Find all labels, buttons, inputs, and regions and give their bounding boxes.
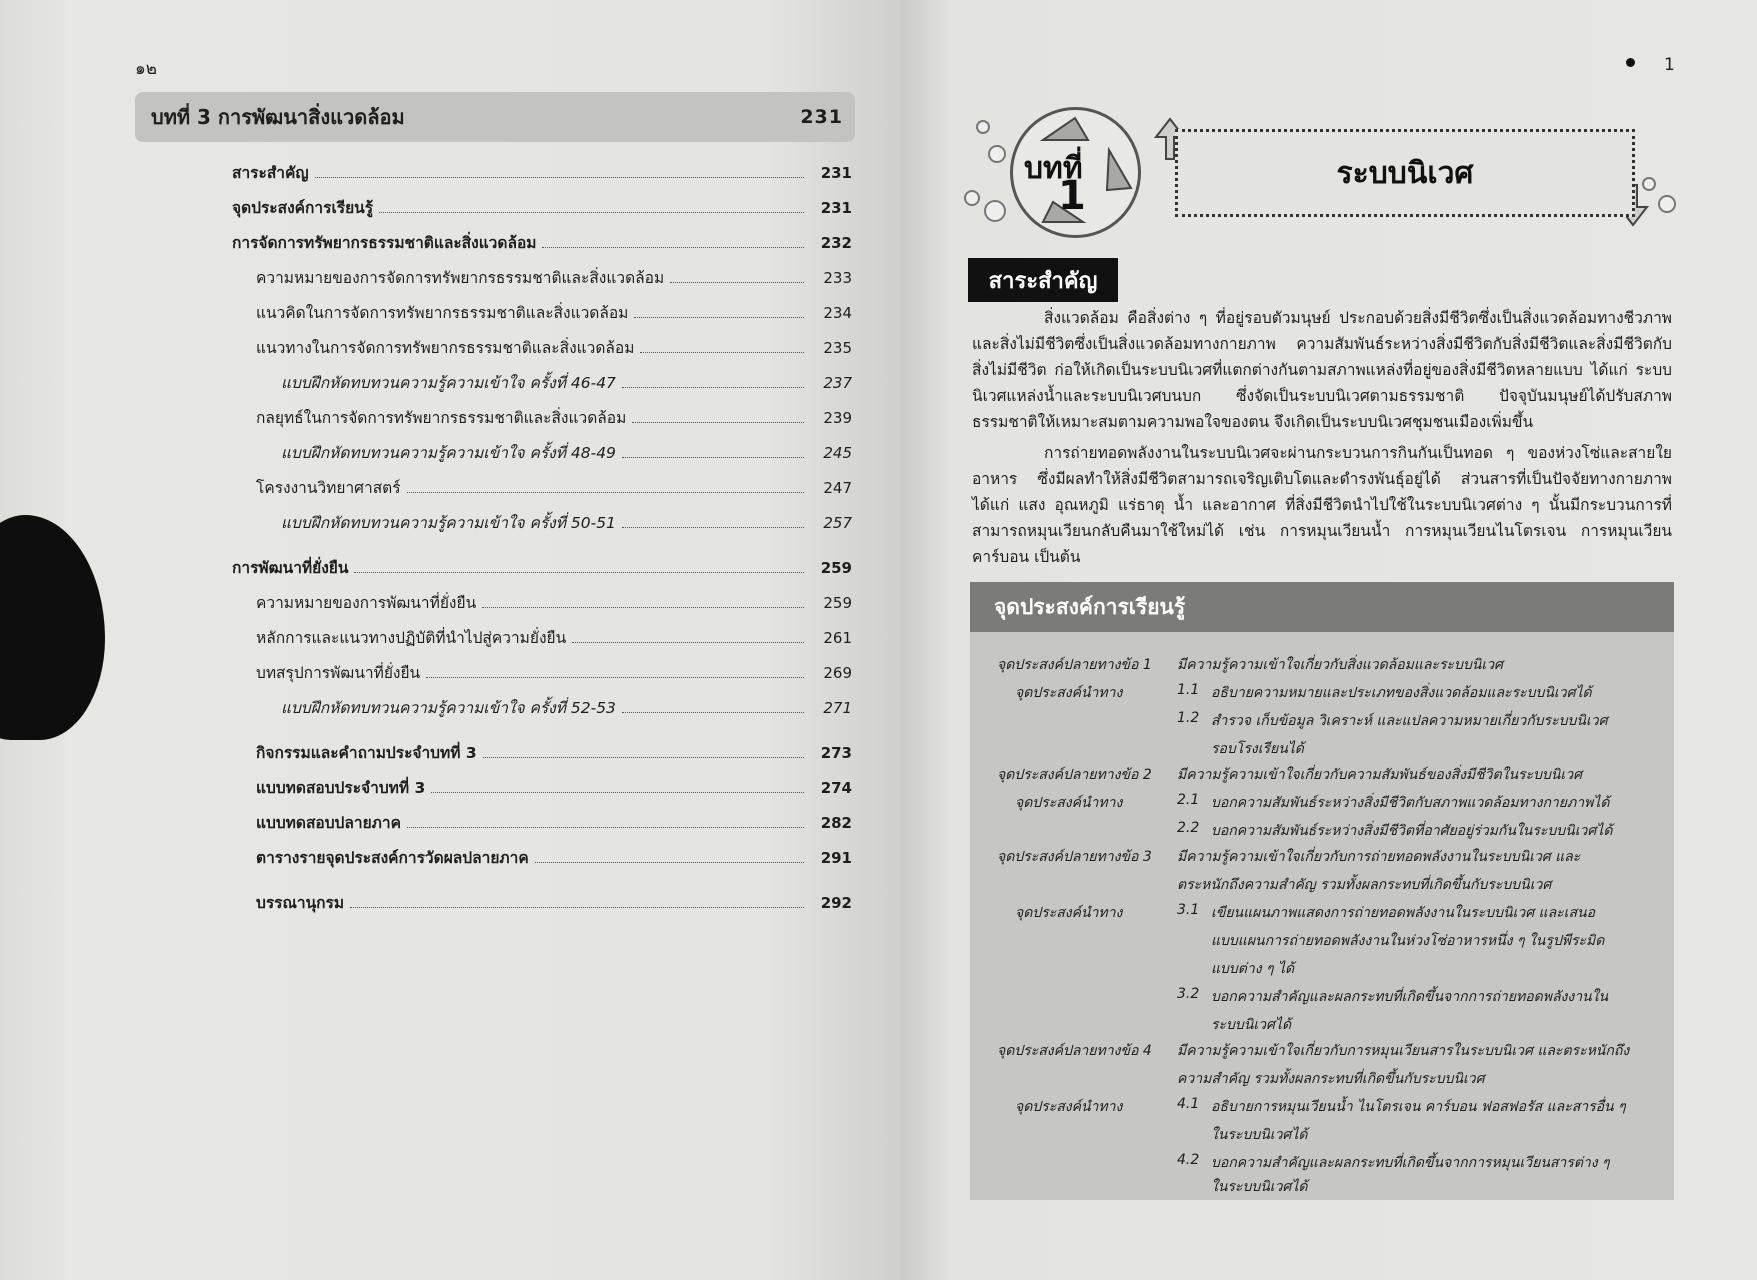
objective-text: อธิบายการหมุนเวียนน้ำ ไนโตรเจน คาร์บอน ฟอสฟอรัส และสารอื่น ๆ [1211,1099,1626,1115]
objective-text: ระบบนิเวศได้ [1211,1017,1292,1033]
toc-entry: แบบฝึกหัดทบทวนความรู้ความเข้าใจ ครั้งที่ 48-49 245 [281,444,852,462]
toc-chapter-bar [135,92,855,142]
toc-entry: ความหมายของการพัฒนาที่ยั่งยืน 259 [256,594,852,612]
chapter-header [970,95,1675,235]
terminal-objective-label: จุดประสงค์ปลายทางข้อ 2 [997,767,1152,783]
objective-text: เขียนแผนภาพแสดงการถ่ายทอดพลังงานในระบบนิเวศ และเสนอ [1211,905,1595,921]
toc-entry: บรรณานุกรม 292 [256,894,852,912]
objective-text: มีความรู้ความเข้าใจเกี่ยวกับการหมุนเวียนสารในระบบนิเวศ และตระหนักถึง [1177,1043,1630,1059]
toc-entry: แนวคิดในการจัดการทรัพยากรธรรมชาติและสิ่งแวดล้อม 234 [256,304,852,322]
key-concept-heading: สาระสำคัญ [968,258,1118,302]
objective-number: 3.2 [1177,986,1200,1002]
terminal-objective-label: จุดประสงค์ปลายทางข้อ 4 [997,1043,1152,1059]
objective-number: 2.2 [1177,820,1200,836]
toc-entry: การจัดการทรัพยากรธรรมชาติและสิ่งแวดล้อม 232 [232,234,852,252]
toc-entry: แบบทดสอบปลายภาค 282 [256,814,852,832]
toc-entry: โครงงานวิทยาศาสตร์ 247 [256,479,852,497]
objective-number: 4.2 [1177,1152,1200,1168]
toc-entry: แบบทดสอบประจำบทที่ 3 274 [256,779,852,797]
toc-entry: หลักการและแนวทางปฏิบัติที่นำไปสู่ความยั่งยืน 261 [256,629,852,647]
toc-entry: สาระสำคัญ 231 [232,164,852,182]
toc-entry: แนวทางในการจัดการทรัพยากรธรรมชาติและสิ่งแวดล้อม 235 [256,339,852,357]
objective-number: 2.1 [1177,792,1200,808]
left-page-number: ๑๒ [135,59,157,79]
toc-entry: แบบฝึกหัดทบทวนความรู้ความเข้าใจ ครั้งที่ 46-47 237 [281,374,852,392]
objective-text: มีความรู้ความเข้าใจเกี่ยวกับการถ่ายทอดพลังงานในระบบนิเวศ และ [1177,849,1581,865]
enabling-objective-label: จุดประสงค์นำทาง [1015,1099,1123,1115]
objective-text: บอกความสัมพันธ์ระหว่างสิ่งมีชีวิตกับสภาพแวดล้อมทางกายภาพได้ [1211,795,1610,811]
toc-entry: ตารางรายจุดประสงค์การวัดผลปลายภาค 291 [256,849,852,867]
toc-entry: กิจกรรมและคำถามประจำบทที่ 3 273 [256,744,852,762]
objective-text: แบบแผนการถ่ายทอดพลังงานในห่วงโซ่อาหารหนึ่ง ๆ ในรูปพีระมิด [1211,933,1605,949]
toc-entry: กลยุทธ์ในการจัดการทรัพยากรธรรมชาติและสิ่งแวดล้อม 239 [256,409,852,427]
objective-number: 1.1 [1177,682,1200,698]
toc-entry: ความหมายของการจัดการทรัพยากรธรรมชาติและสิ่งแวดล้อม 233 [256,269,852,287]
objective-text: มีความรู้ความเข้าใจเกี่ยวกับความสัมพันธ์ของสิ่งมีชีวิตในระบบนิเวศ [1177,767,1582,783]
objective-number: 4.1 [1177,1096,1200,1112]
key-concept-paragraph: สิ่งแวดล้อม คือสิ่งต่าง ๆ ที่อยู่รอบตัวมนุษย์ ประกอบด้วยสิ่งมีชีวิตซึ่งเป็นสิ่งแวดล้อมทางชีวภาพและสิ่งไม่มีชีวิตซึ่งเป็นสิ่งแวดล้อมทางกายภาพ ความสัมพันธ์ระหว่างสิ่งมีชีวิตกับสิ่งมีชีวิตและสิ่งมีชีวิตกับสิ่งไม่มีชีวิต ก่อให้เกิดเป็นระบบนิเวศที่แตกต่างกันตามสภาพแหล่งที่อยู่ของสิ่งมีชีวิตหลายแบบ ได้แก่ ระบบนิเวศแหล่งน้ำและระบบนิเวศบนบก ซึ่งจัดเป็นระบบนิเวศตามธรรมชาติ ปัจจุบันมนุษย์ได้ปรับสภาพธรรมชาติให้เหมาะสมตามความพอใจของตน จึงเกิดเป็นระบบนิเวศชุมชนเมืองเพิ่มขึ้น [972,309,1672,431]
terminal-objective-label: จุดประสงค์ปลายทางข้อ 1 [997,657,1152,673]
right-page-number: 1 [1664,55,1675,75]
objective-text: สำรวจ เก็บข้อมูล วิเคราะห์ และแปลความหมายเกี่ยวกับระบบนิเวศ [1211,713,1608,729]
objective-text: ในระบบนิเวศได้ [1211,1127,1308,1143]
objective-text: บอกความสำคัญและผลกระทบที่เกิดขึ้นจากการหมุนเวียนสารต่าง ๆ [1211,1155,1610,1171]
toc-chapter-page: 231 [800,106,843,128]
toc-chapter-title: บทที่ 3 การพัฒนาสิ่งแวดล้อม [151,105,405,129]
toc-entry: จุดประสงค์การเรียนรู้ 231 [232,199,852,217]
objective-text: บอกความสำคัญและผลกระทบที่เกิดขึ้นจากการถ่ายทอดพลังงานใน [1211,989,1609,1005]
objective-number: 3.1 [1177,902,1200,918]
key-concept-paragraph: การถ่ายทอดพลังงานในระบบนิเวศจะผ่านกระบวนการกินกันเป็นทอด ๆ ของห่วงโซ่และสายใยอาหาร ซึ่งมีผลทำให้สิ่งมีชีวิตสามารถเจริญเติบโตและดำรงพันธุ์อยู่ได้ ส่วนสารที่เป็นปัจจัยทางกายภาพ ได้แก่ แสง อุณหภูมิ แร่ธาตุ น้ำ และอากาศ ที่สิ่งมีชีวิตนำไปใช้ในระบบนิเวศต่าง ๆ นั้นมีกระบวนการที่สามารถหมุนเวียนกลับคืนมาใช้ใหม่ได้ เช่น การหมุนเวียนน้ำ การหมุนเวียนไนโตรเจน การหมุนเวียนคาร์บอน เป็นต้น [972,444,1672,566]
chapter-title: ระบบนิเวศ [1336,155,1474,191]
objective-text: แบบต่าง ๆ ได้ [1211,961,1295,977]
objective-text: มีความรู้ความเข้าใจเกี่ยวกับสิ่งแวดล้อมและระบบนิเวศ [1177,657,1503,673]
objective-text: รอบโรงเรียนได้ [1211,741,1304,757]
objective-text: อธิบายความหมายและประเภทของสิ่งแวดล้อมและระบบนิเวศได้ [1211,685,1592,701]
chapter-number: 1 [1058,173,1086,219]
objective-text: ตระหนักถึงความสำคัญ รวมทั้งผลกระทบที่เกิดขึ้นกับระบบนิเวศ [1177,877,1552,893]
objectives-heading: จุดประสงค์การเรียนรู้ [970,582,1674,632]
page-bullet-icon [1626,58,1635,67]
chapter-title-frame [1175,129,1635,217]
objective-number: 1.2 [1177,710,1200,726]
objective-text: ความสำคัญ รวมทั้งผลกระทบที่เกิดขึ้นกับระบบนิเวศ [1177,1071,1485,1087]
chapter-word: บทที่ [1024,151,1083,186]
enabling-objective-label: จุดประสงค์นำทาง [1015,905,1123,921]
toc-entry: แบบฝึกหัดทบทวนความรู้ความเข้าใจ ครั้งที่ 52-53 271 [281,699,852,717]
toc-entry: การพัฒนาที่ยั่งยืน 259 [232,559,852,577]
thumb-shadow [0,515,105,740]
toc-entry: บทสรุปการพัฒนาที่ยั่งยืน 269 [256,664,852,682]
enabling-objective-label: จุดประสงค์นำทาง [1015,685,1123,701]
terminal-objective-label: จุดประสงค์ปลายทางข้อ 3 [997,849,1152,865]
objective-text: ในระบบนิเวศได้ [1211,1179,1308,1195]
enabling-objective-label: จุดประสงค์นำทาง [1015,795,1123,811]
toc-entry: แบบฝึกหัดทบทวนความรู้ความเข้าใจ ครั้งที่ 50-51 257 [281,514,852,532]
objective-text: บอกความสัมพันธ์ระหว่างสิ่งมีชีวิตที่อาศัยอยู่ร่วมกันในระบบนิเวศได้ [1211,823,1613,839]
